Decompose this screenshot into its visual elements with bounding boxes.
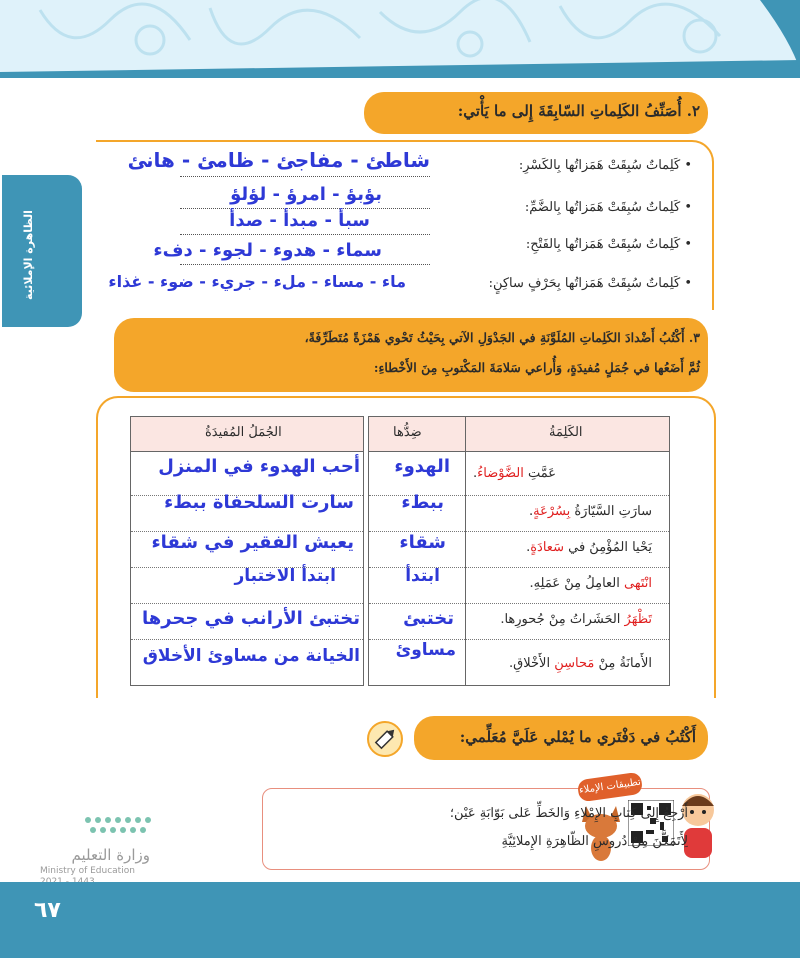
bullet-dot: • (680, 200, 692, 215)
row-label: كَلِماتٌ سُبِقَتْ هَمَزاتُها بِالفَتْحِ: (525, 237, 681, 252)
bullet-row-kasr (519, 158, 692, 173)
bottom-bar (0, 882, 800, 958)
table-row-opposite: الهدوء (394, 456, 450, 477)
answer-line (180, 176, 430, 177)
col-divider (465, 417, 466, 685)
table-row-opposite: مساوئ (395, 640, 456, 660)
answer-sakin-1: سماء - هدوء - لجوء - دفء (153, 240, 382, 261)
mascot-character-icon (676, 790, 720, 864)
table-row-opposite: ببطء (401, 492, 444, 513)
answer-kasr: شاطئ - مفاجئ - ظامئ - هانئ (127, 148, 430, 172)
ministry-name-ar: وزارة التعليم (71, 846, 150, 864)
bullet-dot: • (680, 276, 692, 291)
table-row-sentence: أحب الهدوء في المنزل (158, 456, 360, 477)
app-text-line2: لِأَتَمَكَّنَ مِنْ دُروسِ الظّاهِرَةِ الإِملائِيَّةِ (501, 834, 688, 849)
row-label: كَلِماتٌ سُبِقَتْ هَمَزاتُها بِالكَسْرِ: (518, 158, 681, 173)
row-divider (131, 639, 363, 640)
pencil-icon (366, 720, 404, 758)
table-row-opposite: تختبئ (403, 608, 454, 629)
bullet-dot: • (680, 237, 692, 252)
row-divider (369, 603, 669, 604)
row-label: كَلِماتٌ سُبِقَتْ هَمَزاتُها بِحَرْفٍ ساكِنٍ: (488, 276, 681, 291)
ministry-emblem-icon (80, 812, 160, 844)
row-divider (131, 603, 363, 604)
answer-line (180, 208, 430, 209)
table-row-word: يَحْيا المُؤْمِنُ في سَعادَةٍ. (526, 540, 652, 555)
ministry-logo (40, 812, 180, 892)
table-row-word: عَمَّتِ الضَّوْضاءُ. (473, 466, 556, 481)
section3-heading-line1: ٣. أَكْتُبُ أَضْدادَ الكَلِماتِ المُلَوَّنَةِ في الجَدْوَلِ الآتي بِحَيْثُ تَحْوي هَمْزَةً مُتَطَرِّفَةً، (304, 330, 700, 345)
table-row-word: الأَمانَةُ مِنْ مَحاسِنِ الأَخْلاقِ. (509, 656, 652, 671)
answer-line (180, 234, 430, 235)
table-row-word: تَظْهَرُ الحَشَراتُ مِنْ جُحورِها. (500, 612, 652, 627)
answer-line (180, 264, 430, 265)
top-banner (0, 0, 800, 78)
header-sentence: الجُمَلُ المُفيدَةُ (205, 425, 282, 440)
table-row-word: انْتَهى العامِلُ مِنْ عَمَلِهِ. (529, 576, 652, 591)
bullet-row-sakin (489, 276, 692, 291)
banner-edge (0, 0, 800, 78)
table-row-sentence: سارت السلحفاة ببطء (164, 492, 354, 513)
table-row-word: سارَتِ السَّيّارَةُ بِسُرْعَةٍ. (528, 504, 652, 519)
section3-heading-line2: ثُمَّ أَضَعُها في جُمَلٍ مُفيدَةٍ، وَأُراعي سَلامَةَ المَكْتوبِ مِنَ الأَخْطاءِ: (373, 360, 700, 375)
answer-damm: بؤبؤ - امرؤ - لؤلؤ (230, 184, 382, 205)
row-label: كَلِماتٌ سُبِقَتْ هَمَزاتُها بِالضَّمِّ: (524, 200, 681, 215)
table-row-sentence: ابتدأ الاختبار (234, 566, 336, 586)
answer-sakin-2: ماء - مساء - ملء - جريء - ضوء - غذاء (108, 272, 406, 291)
table-row-opposite: ابتدأ (405, 566, 440, 586)
app-tag: تطبيقات الإملاء (577, 772, 643, 803)
section2-heading: ٢. أُصَنِّفُ الكَلِماتِ السّابِقَةَ إِلى ما يَأْتي: (457, 102, 700, 120)
app-text-line1: أَرْجِعُ إِلى كِتابِ الإِمْلاءِ وَالخَطِّ عَلى بَوّابَةِ عَيْن؛ (449, 806, 688, 821)
side-tab-label: الظاهرة الإملائية (22, 210, 35, 300)
answer-fath: سبأ - مبدأ - صدأ (229, 210, 370, 231)
page-number: ٦٧ (34, 898, 61, 923)
ministry-name-en: Ministry of Education (40, 866, 135, 876)
bullet-dot: • (680, 158, 692, 173)
table-row-sentence: تختبئ الأرانب في جحرها (141, 608, 360, 629)
bullet-row-fath (526, 237, 692, 252)
table-row-opposite: شقاء (399, 532, 446, 553)
header-opposite: ضِدُّها (393, 425, 422, 440)
table-row-sentence: يعيش الفقير في شقاء (151, 532, 354, 553)
table-row-sentence: الخيانة من مساوئ الأخلاق (142, 646, 360, 666)
header-word: الكَلِمَةُ (549, 425, 583, 440)
bullet-row-damm (525, 200, 692, 215)
dictation-heading: أَكْتُبُ في دَفْتَري ما يُمْلي عَلَيَّ مُعَلِّمي: (459, 728, 696, 746)
